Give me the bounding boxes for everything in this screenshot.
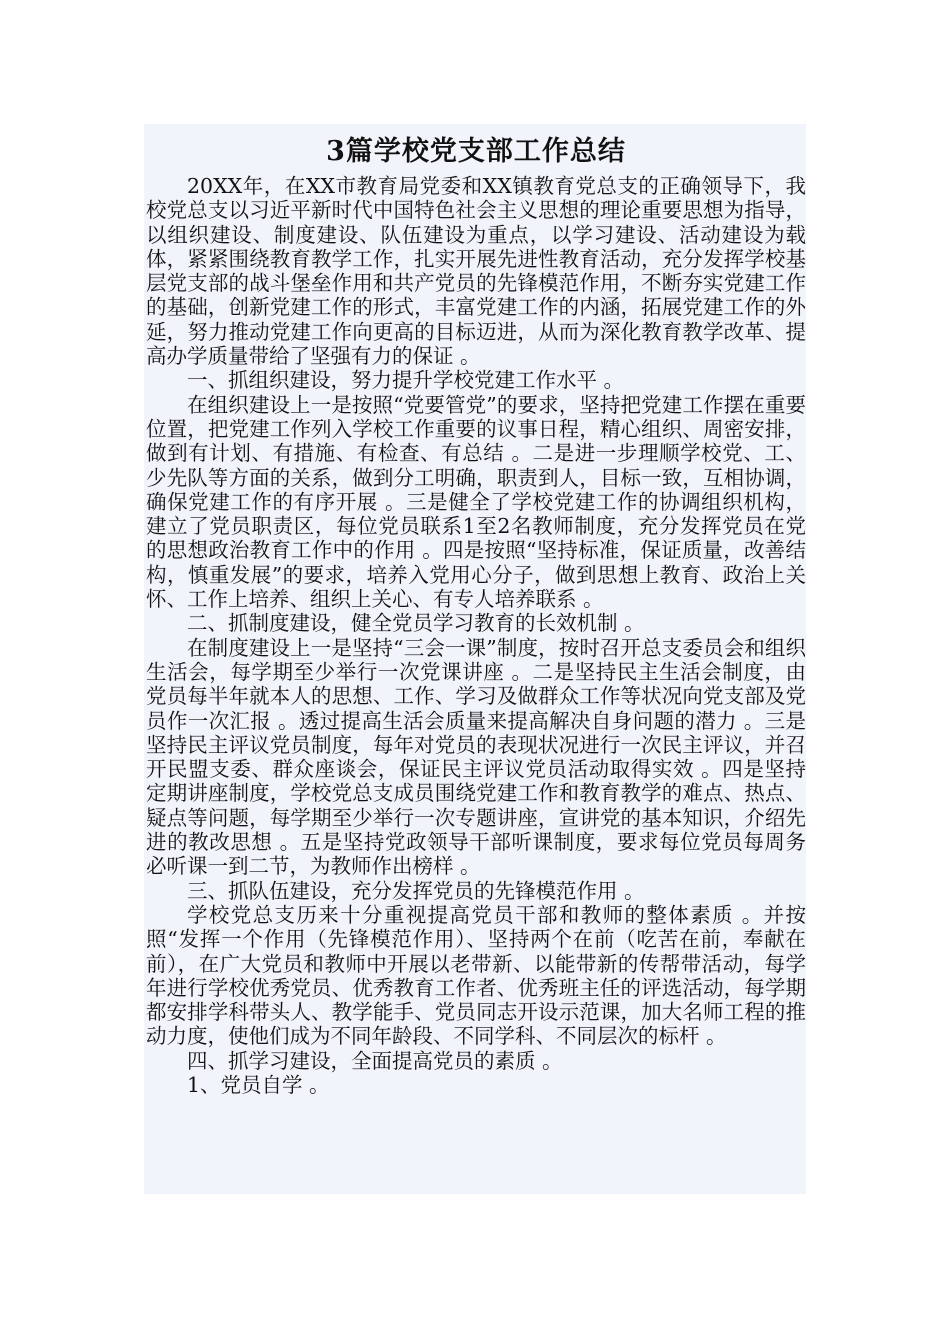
section-heading-team: 三、抓队伍建设，充分发挥党员的先锋模范作用 。 — [187, 878, 645, 903]
paragraph-organization: 在组织建设上一是按照“党要管党”的要求，坚持把党建工作摆在重要位置，把党建工作列入学校工作重要的议事日程，精心组织、周密安排，做到有计划、有措施、有检查、有总结 。二是进一步理顺学校党、工、少先队等方面的关系，做到分工明确，职责到人，目标一致，互相协调，确保党建工作的有序开展 。三是健全了学校党建工作的协调组织机构，建立了党员职责区，每位党员联系1至2名教师制度，充分发挥党员在党的思想政治教育工作中的作用 。四是按照“坚持标准，保证质量，改善结构，慎重发展”的要求，培养入党用心分子，做到思想上教育、政治上关怀、工作上培养、组织上关心、有专人培养联系 。 — [146, 392, 806, 612]
section-heading-study: 四、抓学习建设，全面提高党员的素质 。 — [187, 1048, 563, 1073]
paragraph-intro: 20XX年，在XX市教育局党委和XX镇教育党总支的正确领导下，我校党总支以习近平新时代中国特色社会主义思想的理论重要思想为指导，以组织建设、制度建设、队伍建设为重点，以学习建设、活动建设为载体，紧紧围绕教育教学工作，扎实开展先进性教育活动，充分发挥学校基层党支部的战斗堡垒作用和共产党员的先锋模范作用，不断夯实党建工作的基础，创新党建工作的形式，丰富党建工作的内涵，拓展党建工作的外延，努力推动党建工作向更高的目标迈进，从而为深化教育教学改革、提高办学质量带给了坚强有力的保证 。 — [146, 174, 806, 369]
section-heading-system: 二、抓制度建设，健全党员学习教育的长效机制 。 — [187, 611, 645, 636]
document-body — [144, 124, 806, 1194]
document-title: 3篇学校党支部工作总结 — [326, 136, 626, 167]
subsection-self-study: 1、党员自学 。 — [187, 1072, 330, 1097]
paragraph-team: 学校党总支历来十分重视提高党员干部和教师的整体素质 。并按照“发挥一个作用（先锋模范作用）、坚持两个在前（吃苦在前，奉献在前），在广大党员和教师中开展以老带新、以能带新的传帮带活动，每学年进行学校优秀党员、优秀教育工作者、优秀班主任的评选活动，每学期都安排学科带头人、教学能手、党员同志开设示范课，加大名师工程的推动力度，使他们成为不同年龄段、不同学科、不同层次的标杆 。 — [146, 902, 806, 1049]
section-heading-organization: 一、抓组织建设，努力提升学校党建工作水平 。 — [187, 368, 625, 393]
paragraph-system: 在制度建设上一是坚持“三会一课”制度，按时召开总支委员会和组织生活会，每学期至少举行一次党课讲座 。二是坚持民主生活会制度，由党员每半年就本人的思想、工作、学习及做群众工作等状况向党支部及党员作一次汇报 。透过提高生活会质量来提高解决自身问题的潜力 。三是坚持民主评议党员制度，每年对党员的表现状况进行一次民主评议，并召开民盟支委、群众座谈会，保证民主评议党员活动取得实效 。四是坚持定期讲座制度，学校党总支成员围绕党建工作和教育教学的难点、热点、疑点等问题，每学期至少举行一次专题讲座，宣讲党的基本知识，介绍先进的教改思想 。五是坚持党政领导干部听课制度，要求每位党员每周务必听课一到二节，为教师作出榜样 。 — [146, 635, 806, 879]
